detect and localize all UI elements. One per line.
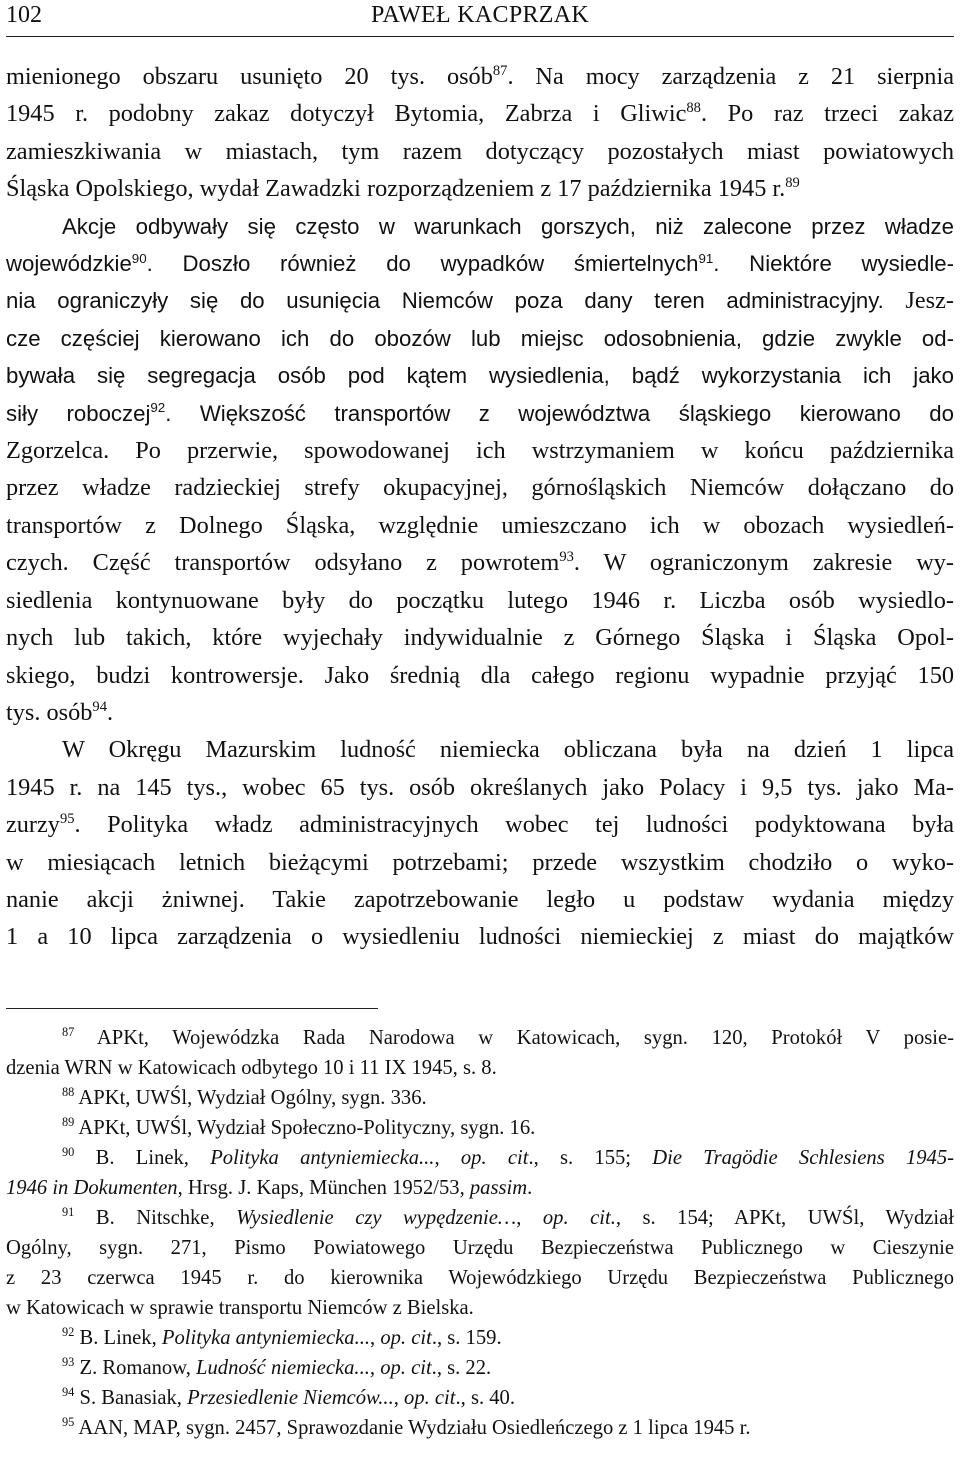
text-line: 1945 r. na 145 tys., wobec 65 tys. osób określanych jako Polacy i 9,5 tys. jako Ma- [6, 773, 954, 801]
footnotes [6, 1023, 954, 1443]
text-line: Akcje odbywały się często w warunkach gorszych, niż zalecone przez władze [62, 213, 954, 239]
text-line: bywała się segregacja osób pod kątem wysiedlenia, bądź wykorzystania ich jako [6, 363, 954, 389]
text-line: czych. Część transportów odsyłano z powrotem$^{93}$. W ograniczonym zakresie wy- [6, 549, 954, 577]
footnote-ref[interactable]: 87 [492, 62, 508, 79]
footnote-number: 89 [62, 1115, 75, 1130]
footnote-92: $^{92}$ B. Linek, Polityka antyniemiecka..., op. cit., s. 159. [62, 1325, 502, 1349]
text-line: przez władze radzieckiej strefy okupacyjnej, górnośląskich Niemców dołączano do [6, 474, 954, 502]
text-line: nych lub takich, które wyjechały indywidualnie z Górnego Śląska i Śląska Opol- [6, 624, 954, 652]
footnote-number: 95 [62, 1415, 75, 1430]
page-number: 102 [6, 2, 42, 28]
footnote-91: $^{91}$ B. Nitschke, Wysiedlenie czy wypędzenie…, op. cit., s. 154; APKt, UWŚl, Wydział Ogólny, sygn. 271, Pismo Powiatowego Urzędu Bezpieczeństwa Publicznego w Cieszynie z 23 czerwca 1945 r. do kierownika Wojewódzkiego Urzędu Bezpieczeństwa Publicznego w Katowicach w sprawie transportu Niemców z Bielska. [6, 1205, 954, 1319]
footnote-number: 87 [62, 1025, 75, 1040]
text-line: transportów z Dolnego Śląska, względnie umieszczano ich w obozach wysiedleń- [6, 511, 954, 539]
footnote-separator [6, 1008, 378, 1009]
footnote-ref[interactable]: 88 [686, 100, 701, 117]
footnote-number: 90 [62, 1145, 75, 1160]
text-line: siedlenia kontynuowane były do początku lutego 1946 r. Liczba osób wysiedlo- [6, 586, 954, 614]
text-line: siły roboczej$^{92}$. Większość transportów z województwa śląskiego kierowano do [6, 400, 954, 426]
running-head: PAWEŁ KACPRZAK [370, 2, 590, 28]
footnote-93: $^{93}$ Z. Romanow, Ludność niemiecka..., op. cit., s. 22. [62, 1355, 492, 1379]
text-line: wojewódzkie$^{90}$. Doszło również do wypadków śmiertelnych$^{91}$. Niektóre wysiedle- [6, 250, 954, 277]
paragraph-2 [6, 731, 954, 955]
footnote-ref[interactable]: 93 [559, 549, 574, 566]
footnote-95: $^{95}$ AAN, MAP, sygn. 2457, Sprawozdanie Wydziału Osiedleńczego z 1 lipca 1945 r. [62, 1415, 751, 1439]
text-line: Śląska Opolskiego, wydał Zawadzki rozporządzeniem z 17 października 1945 r.$^{89}$ [6, 175, 800, 203]
footnote-number: 94 [62, 1385, 75, 1400]
footnote-88: $^{88}$ APKt, UWŚl, Wydział Ogólny, sygn. 336. [62, 1085, 427, 1109]
footnote-ref[interactable]: 94 [92, 698, 107, 715]
text-line: zurzy$^{95}$. Polityka władz administracyjnych wobec tej ludności podyktowana była [6, 811, 954, 839]
footnote-number: 88 [62, 1085, 75, 1100]
text-line: 1945 r. podobny zakaz dotyczył Bytomia, Zabrza i Gliwic$^{88}$. Po raz trzeci zakaz [6, 100, 954, 128]
footnote-ref[interactable]: 92 [150, 400, 166, 416]
footnote-ref[interactable]: 89 [785, 175, 800, 192]
footnote-ref[interactable]: 91 [698, 250, 714, 266]
footnote-number: 92 [62, 1325, 75, 1340]
footnote-number: 93 [62, 1355, 75, 1370]
footnote-number: 91 [62, 1205, 75, 1220]
text-line: W Okręgu Mazurskim ludność niemiecka obliczana była na dzień 1 lipca [62, 736, 954, 764]
text-line: zamieszkiwania w miastach, tym razem dotyczący pozostałych miast powiatowych [6, 137, 954, 165]
footnote-ref[interactable]: 95 [59, 811, 75, 828]
text-line: nia ograniczyły się do usunięcia Niemców poza dany teren administracyjny. Jesz- [6, 287, 954, 315]
paragraph-1 [6, 58, 954, 731]
text-line: nanie akcji żniwnej. Takie zapotrzebowanie legło u podstaw wydania między [6, 885, 954, 913]
footnote-87: $^{87}$ APKt, Wojewódzka Rada Narodowa w Katowicach, sygn. 120, Protokół V posie- dzenia WRN w Katowicach odbytego 10 i 11 IX 1945, s. 8. [6, 1025, 954, 1079]
text-line: skiego, budzi kontrowersje. Jako średnią dla całego regionu wypadnie przyjąć 150 [6, 661, 954, 689]
footnote-90: $^{90}$ B. Linek, Polityka antyniemiecka..., op. cit., s. 155; Die Tragödie Schlesiens 1945- 1946 in Dokumenten, Hrsg. J. Kaps, München 1952/53, passim. [6, 1145, 955, 1199]
text-line: mienionego obszaru usunięto 20 tys. osób$^{87}$. Na mocy zarządzenia z 21 sierpnia [6, 62, 954, 90]
text-line: 1 a 10 lipca zarządzenia o wysiedleniu ludności niemieckiej z miast do majątków [6, 923, 954, 951]
text-line: cze częściej kierowano ich do obozów lub miejsc odosobnienia, gdzie zwykle od- [6, 325, 954, 351]
footnote-94: $^{94}$ S. Banasiak, Przesiedlenie Niemców..., op. cit., s. 40. [62, 1385, 515, 1409]
main-text [6, 58, 954, 956]
text-line: w miesiącach letnich bieżącymi potrzebami; przede wszystkim chodziło o wyko- [6, 848, 954, 876]
page-header [6, 0, 954, 37]
footnote-89: $^{89}$ APKt, UWŚl, Wydział Społeczno-Polityczny, sygn. 16. [62, 1115, 536, 1139]
text-line: tys. osób$^{94}$. [6, 698, 114, 726]
text-line: Zgorzelca. Po przerwie, spowodowanej ich wstrzymaniem w końcu października [6, 437, 954, 465]
footnote-ref[interactable]: 90 [131, 250, 147, 266]
